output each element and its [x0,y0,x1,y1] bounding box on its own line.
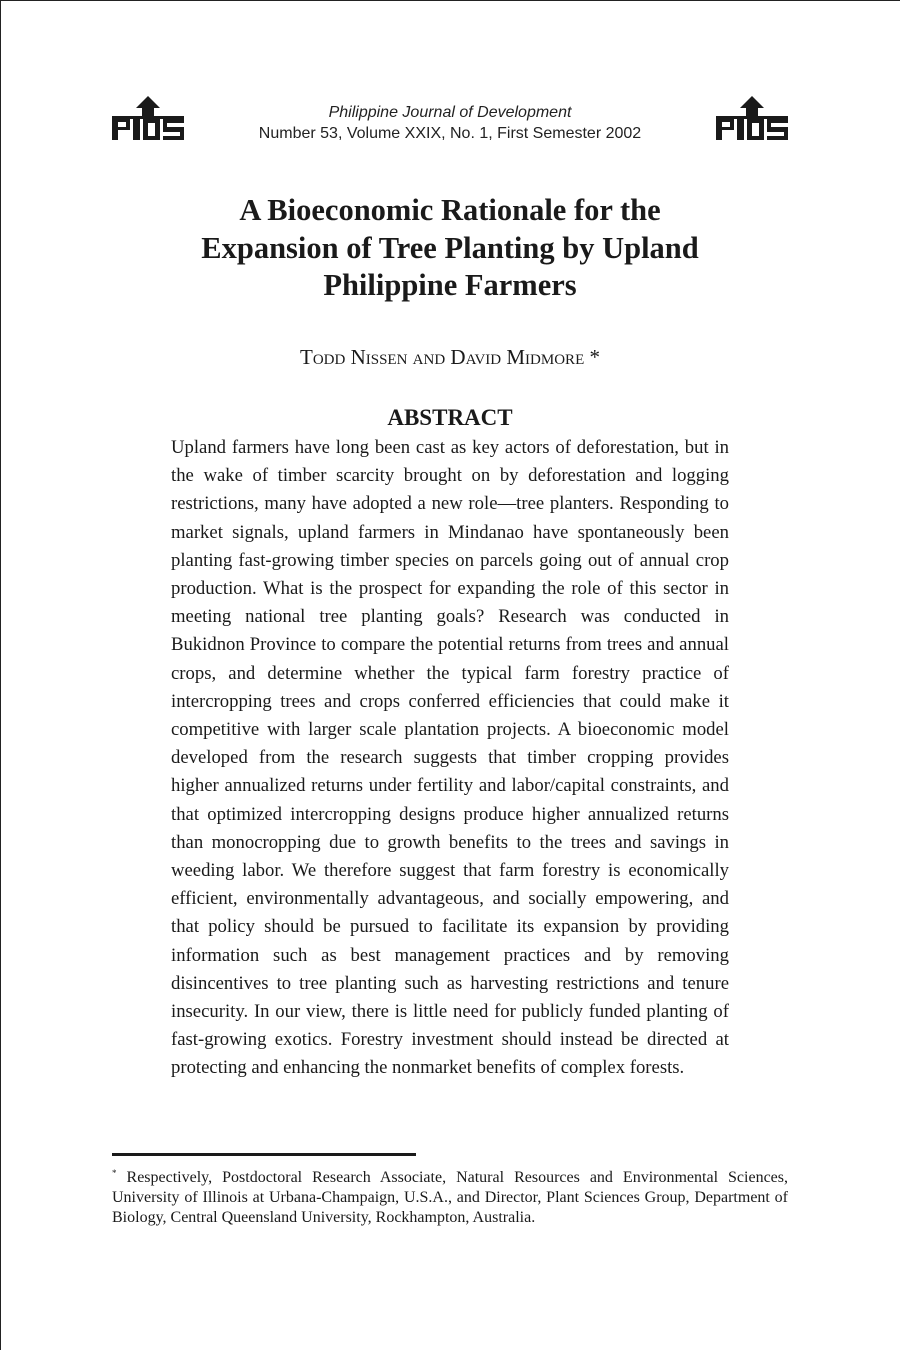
abstract-text: Upland farmers have long been cast as key actors of deforestation, but in the wake of timber scarcity brought on by deforestation and logging restrictions, many have adopted a new role—tree planters. Responding to market signals, upland farmers in Mindanao have spontaneously been planting fast-growing timber species on parcels going out of annual crop production. What is the prospect for expanding the role of this sector in meeting national tree planting goals? Research was conducted in Bukidnon Province to compare the potential returns from trees and annual crops, and determine whether the typical farm forestry practice of intercropping trees and crops conferred efficiencies that could make it competitive with larger scale plantation projects. A bioeconomic model developed from the research suggests that timber cropping provides higher annualized returns under fertility and labor/capital constraints, and that optimized intercropping designs produce higher annualized returns than monocropping due to growth benefits to the trees and savings in weeding labor. We therefore suggest that farm forestry is economically efficient, environmentally advantageous, and socially empowering, and that policy should be pursued to facilitate its expansion by providing information such as best management practices and by removing disincentives to tree planting such as harvesting restrictions and tenure insecurity. In our view, there is little need for publicly funded planting of fast-growing exotics. Forestry investment should instead be directed at protecting and enhancing the nonmarket benefits of complex forests. [171,437,729,1079]
pids-logo-right [714,96,790,140]
abstract-heading: ABSTRACT [387,405,513,430]
footnote-text: Respectively, Postdoctoral Research Associate, Natural Resources and Environmental Sciences, University of Illinois at Urbana-Champaign, U.S.A., and Director, Plant Sciences Group, Department of Biology, Central Queensland University, Rockhampton, Australia. [112,1169,789,1226]
title-line: Philippine Farmers [323,268,577,302]
footnote-marker: * [112,1168,117,1178]
page-border-top [0,0,900,1]
journal-issue: Number 53, Volume XXIX, No. 1, First Semester 2002 [258,125,642,142]
footnote-rule [112,1153,416,1156]
article-title [120,192,780,305]
page-border-left [0,0,1,1350]
title-line: Expansion of Tree Planting by Upland [201,230,699,265]
journal-name: Philippine Journal of Development [328,104,572,121]
journal-header [200,102,700,144]
footnote [112,1163,788,1228]
pids-logo-left [110,96,186,140]
article-authors: Todd Nissen and David Midmore * [300,345,600,369]
title-line: A Bioeconomic Rationale for the [239,193,661,227]
